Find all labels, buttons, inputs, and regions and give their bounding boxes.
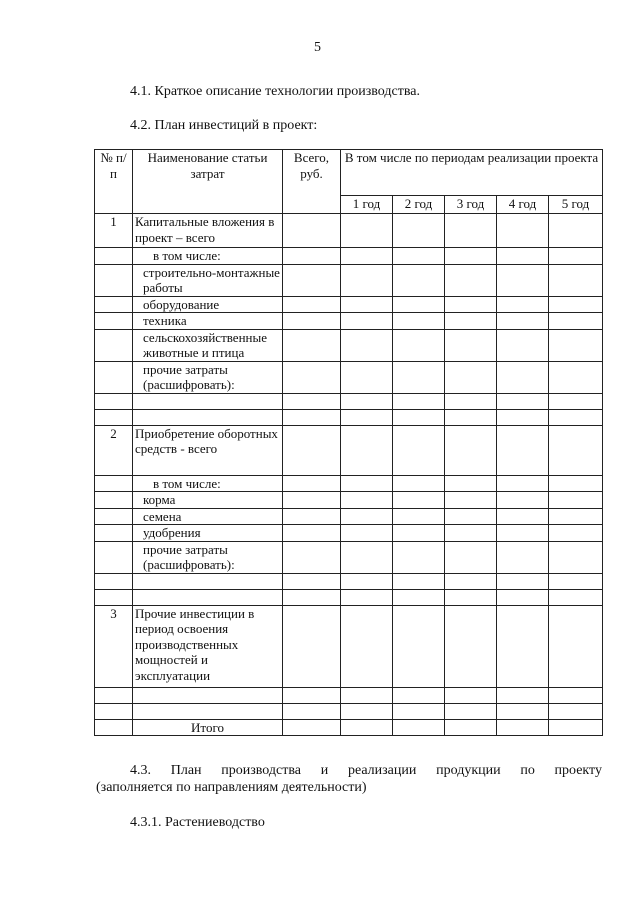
row-year-cell (341, 719, 393, 736)
table-row (95, 605, 603, 687)
row-year-cell (497, 687, 549, 703)
row-total-cell (283, 541, 341, 573)
row-year-cell (549, 361, 603, 393)
row-year-cell (393, 687, 445, 703)
row-name-cell: в том числе: (133, 248, 283, 265)
row-year-cell (393, 329, 445, 361)
row-year-cell (497, 425, 549, 475)
row-year-cell (549, 703, 603, 719)
row-year-cell (497, 573, 549, 589)
row-name-cell (133, 393, 283, 409)
row-year-cell (549, 313, 603, 330)
row-year-cell (445, 541, 497, 573)
row-year-cell (341, 296, 393, 313)
row-num-cell (95, 492, 133, 509)
row-num-cell: 3 (95, 605, 133, 687)
row-year-cell (341, 313, 393, 330)
row-year-cell (549, 393, 603, 409)
row-name-cell (133, 409, 283, 425)
row-year-cell (497, 541, 549, 573)
row-num-cell (95, 719, 133, 736)
row-year-cell (497, 296, 549, 313)
table-row (95, 719, 603, 736)
row-year-cell (341, 541, 393, 573)
row-name-cell: Приобретение оборотных средств - всего (133, 425, 283, 475)
row-total-cell (283, 361, 341, 393)
table-row (95, 508, 603, 525)
table-row (95, 296, 603, 313)
row-year-cell (549, 248, 603, 265)
section-4-3-line-1: 4.3. План производства и реализации продукции по проекту (130, 763, 602, 778)
row-year-cell (549, 573, 603, 589)
row-year-cell (445, 248, 497, 265)
row-year-cell (497, 409, 549, 425)
row-num-cell (95, 296, 133, 313)
table-row (95, 313, 603, 330)
table-row (95, 541, 603, 573)
row-year-cell (549, 329, 603, 361)
row-year-cell (445, 264, 497, 296)
row-name-cell: удобрения (133, 525, 283, 542)
row-year-cell (393, 425, 445, 475)
row-year-cell (445, 589, 497, 605)
row-name-cell: корма (133, 492, 283, 509)
table-row (95, 703, 603, 719)
row-year-cell (497, 605, 549, 687)
table-row (95, 573, 603, 589)
row-year-cell (341, 475, 393, 492)
row-year-cell (549, 719, 603, 736)
row-num-cell (95, 361, 133, 393)
row-year-cell (549, 214, 603, 248)
row-year-cell (497, 492, 549, 509)
row-year-cell (393, 703, 445, 719)
row-name-cell: Прочие инвестиции в период освоения производственных мощностей и эксплуатации (133, 605, 283, 687)
row-year-cell (445, 525, 497, 542)
row-year-cell (341, 492, 393, 509)
row-total-cell (283, 605, 341, 687)
row-year-cell (549, 492, 603, 509)
row-year-cell (341, 409, 393, 425)
row-year-cell (445, 475, 497, 492)
header-name: Наименование статьи затрат (133, 150, 283, 214)
row-year-cell (549, 508, 603, 525)
table-row (95, 475, 603, 492)
table-row (95, 687, 603, 703)
header-year-5: 5 год (549, 196, 603, 214)
row-num-cell: 1 (95, 214, 133, 248)
row-year-cell (341, 605, 393, 687)
row-year-cell (393, 589, 445, 605)
table-row (95, 492, 603, 509)
row-total-cell (283, 589, 341, 605)
row-year-cell (497, 264, 549, 296)
row-total-cell (283, 525, 341, 542)
row-name-cell (133, 703, 283, 719)
row-name-cell: Итого (133, 719, 283, 736)
row-name-cell (133, 589, 283, 605)
row-year-cell (549, 525, 603, 542)
row-year-cell (393, 719, 445, 736)
row-total-cell (283, 687, 341, 703)
investment-plan-table (94, 149, 603, 736)
row-total-cell (283, 296, 341, 313)
section-4-3-paragraph (96, 762, 602, 796)
header-total: Всего, руб. (283, 150, 341, 214)
row-total-cell (283, 703, 341, 719)
row-year-cell (341, 573, 393, 589)
row-year-cell (445, 492, 497, 509)
row-year-cell (445, 719, 497, 736)
row-year-cell (393, 248, 445, 265)
row-year-cell (445, 573, 497, 589)
row-year-cell (341, 687, 393, 703)
row-name-cell: оборудование (133, 296, 283, 313)
row-year-cell (393, 475, 445, 492)
row-year-cell (341, 425, 393, 475)
row-total-cell (283, 719, 341, 736)
row-num-cell (95, 573, 133, 589)
row-year-cell (341, 703, 393, 719)
row-year-cell (445, 313, 497, 330)
table-row (95, 525, 603, 542)
row-year-cell (393, 525, 445, 542)
row-year-cell (497, 703, 549, 719)
row-total-cell (283, 425, 341, 475)
table-row (95, 589, 603, 605)
row-name-cell: Капитальные вложения в проект – всего (133, 214, 283, 248)
row-year-cell (445, 409, 497, 425)
row-year-cell (549, 589, 603, 605)
row-year-cell (393, 508, 445, 525)
row-year-cell (445, 687, 497, 703)
row-year-cell (497, 589, 549, 605)
row-num-cell (95, 313, 133, 330)
row-num-cell (95, 687, 133, 703)
row-num-cell (95, 508, 133, 525)
row-name-cell: в том числе: (133, 475, 283, 492)
row-year-cell (497, 508, 549, 525)
row-year-cell (497, 361, 549, 393)
row-num-cell (95, 248, 133, 265)
row-year-cell (341, 508, 393, 525)
row-year-cell (341, 525, 393, 542)
row-year-cell (549, 475, 603, 492)
row-num-cell (95, 393, 133, 409)
table-row (95, 409, 603, 425)
header-year-3: 3 год (445, 196, 497, 214)
table-row (95, 425, 603, 475)
row-year-cell (497, 525, 549, 542)
row-year-cell (393, 409, 445, 425)
row-name-cell: техника (133, 313, 283, 330)
row-year-cell (549, 687, 603, 703)
table-row (95, 361, 603, 393)
row-year-cell (341, 589, 393, 605)
row-year-cell (341, 329, 393, 361)
table-row (95, 214, 603, 248)
page-number: 5 (314, 40, 321, 55)
row-num-cell: 2 (95, 425, 133, 475)
row-num-cell (95, 329, 133, 361)
row-year-cell (549, 541, 603, 573)
row-year-cell (497, 719, 549, 736)
row-num-cell (95, 589, 133, 605)
row-year-cell (445, 425, 497, 475)
row-year-cell (497, 313, 549, 330)
row-year-cell (341, 214, 393, 248)
row-year-cell (445, 329, 497, 361)
row-num-cell (95, 264, 133, 296)
row-year-cell (341, 264, 393, 296)
row-year-cell (341, 361, 393, 393)
row-total-cell (283, 508, 341, 525)
row-num-cell (95, 541, 133, 573)
row-year-cell (393, 296, 445, 313)
row-year-cell (497, 393, 549, 409)
row-name-cell: прочие затраты (расшифровать): (133, 361, 283, 393)
row-year-cell (393, 492, 445, 509)
section-4-3-line-2: (заполняется по направлениям деятельности) (96, 780, 367, 795)
row-year-cell (497, 214, 549, 248)
row-year-cell (393, 541, 445, 573)
row-total-cell (283, 264, 341, 296)
row-year-cell (393, 264, 445, 296)
section-4-1-heading: 4.1. Краткое описание технологии производства. (130, 84, 420, 99)
row-num-cell (95, 525, 133, 542)
row-year-cell (393, 605, 445, 687)
header-periods: В том числе по периодам реализации проекта (341, 150, 603, 196)
row-year-cell (393, 393, 445, 409)
row-year-cell (393, 214, 445, 248)
section-4-2-heading: 4.2. План инвестиций в проект: (130, 118, 318, 133)
row-num-cell (95, 475, 133, 492)
row-name-cell: прочие затраты (расшифровать): (133, 541, 283, 573)
row-year-cell (445, 361, 497, 393)
row-year-cell (445, 703, 497, 719)
row-total-cell (283, 492, 341, 509)
row-name-cell: семена (133, 508, 283, 525)
row-year-cell (445, 296, 497, 313)
row-total-cell (283, 573, 341, 589)
row-total-cell (283, 475, 341, 492)
header-year-1: 1 год (341, 196, 393, 214)
row-year-cell (445, 214, 497, 248)
row-year-cell (549, 264, 603, 296)
row-year-cell (549, 605, 603, 687)
row-year-cell (497, 329, 549, 361)
row-year-cell (549, 409, 603, 425)
row-num-cell (95, 409, 133, 425)
row-total-cell (283, 409, 341, 425)
table-row (95, 329, 603, 361)
header-year-2: 2 год (393, 196, 445, 214)
table-row (95, 264, 603, 296)
table-row (95, 248, 603, 265)
header-year-4: 4 год (497, 196, 549, 214)
row-total-cell (283, 313, 341, 330)
row-name-cell (133, 573, 283, 589)
row-year-cell (497, 248, 549, 265)
row-num-cell (95, 703, 133, 719)
row-year-cell (497, 475, 549, 492)
row-name-cell: сельскохозяйственные животные и птица (133, 329, 283, 361)
row-total-cell (283, 214, 341, 248)
row-total-cell (283, 393, 341, 409)
table-row (95, 393, 603, 409)
section-4-3-1-heading: 4.3.1. Растениеводство (130, 815, 265, 830)
row-total-cell (283, 329, 341, 361)
row-year-cell (549, 425, 603, 475)
header-num: № п/п (95, 150, 133, 214)
row-year-cell (445, 508, 497, 525)
row-year-cell (393, 313, 445, 330)
row-year-cell (393, 361, 445, 393)
row-name-cell: строительно-монтажные работы (133, 264, 283, 296)
row-year-cell (445, 605, 497, 687)
row-total-cell (283, 248, 341, 265)
row-name-cell (133, 687, 283, 703)
row-year-cell (341, 393, 393, 409)
row-year-cell (445, 393, 497, 409)
row-year-cell (549, 296, 603, 313)
row-year-cell (341, 248, 393, 265)
row-year-cell (393, 573, 445, 589)
